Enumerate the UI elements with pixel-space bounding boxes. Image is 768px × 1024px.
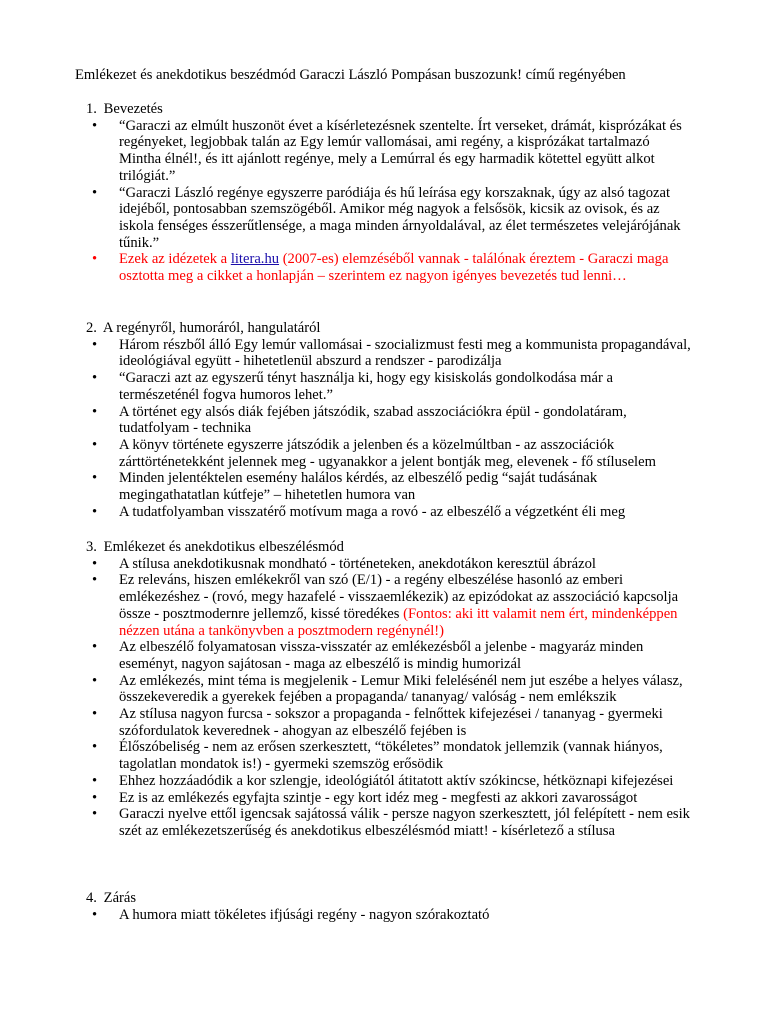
litera-link[interactable]: litera.hu xyxy=(230,251,280,268)
list-item xyxy=(86,437,691,470)
list-item-text: Ehhez hozzáadódik a kor szlengje, ideológiától átitatott aktív szókincse, hétköznapi kifejezései xyxy=(119,772,674,789)
section-heading xyxy=(86,101,716,118)
list-item-note xyxy=(86,251,691,284)
bullet-icon: • xyxy=(92,336,98,353)
list-item xyxy=(86,790,691,807)
list-item-text: Az elbeszélő folyamatosan vissza-visszatér az emlékezésből a jelenbe - magyaráz minden eseményt, nagyon sajátosan - maga az elbeszélő is mindig humorizál xyxy=(119,639,644,672)
list-item xyxy=(86,673,691,706)
section-memory-narration xyxy=(86,539,716,840)
list-item-text: Ez is az emlékezés egyfajta szintje - egy kort idéz meg - megfesti az akkori zavarosságot xyxy=(119,789,638,806)
list-item-text: Minden jelentéktelen esemény halálos kérdés, az elbeszélő pedig “saját tudásának megingathatatlan kútfeje” – hihetetlen humora van xyxy=(119,470,598,504)
list-item-text: A tudatfolyamban visszatérő motívum maga a rovó - az elbeszélő a végzetként éli meg xyxy=(119,503,626,520)
list-item xyxy=(86,739,691,772)
section-title: Bevezetés xyxy=(103,101,163,117)
list-item xyxy=(86,337,691,370)
list-item-text: (2007-es) elemzéséből vannak - találónak éreztem - Garaczi maga osztotta meg a cikket a honlapján – szerintem ez nagyon igényes bevezetés tud lenni… xyxy=(119,251,669,285)
list-item-text: Ezek az idézetek a xyxy=(119,251,231,268)
list-item-text: Garaczi nyelve ettől igencsak sajátossá válik - persze nagyon szerkesztett, jól felépített - nem esik szét az emlékezetszerűség és anekdotikus elbeszélésmód miatt! - kísérletező a stílusa xyxy=(119,806,690,839)
bullet-list xyxy=(86,118,716,285)
section-title: Emlékezet és anekdotikus elbeszélésmód xyxy=(103,539,344,555)
bullet-icon: • xyxy=(92,806,98,823)
bullet-icon: • xyxy=(92,739,98,756)
list-item-text: Ez releváns, hiszen emlékekről van szó (E/1) - a regény elbeszélése hasonló az emberi emlékezéshez - (rovó, megy hazafelé - visszaemlékezik) az epizódokat az asszociáció kapcsolja össze - posztmodernre jellemző, kissé töredékes xyxy=(119,572,679,622)
list-item xyxy=(86,470,691,503)
section-number: 4. xyxy=(86,890,97,906)
list-item-text: Az emlékezés, mint téma is megjelenik - Lemur Miki felelésénél nem jut eszébe a helyes válasz, összekeveredik a gyerekek fejében a propaganda/ tananyag/ valóság - nem emlékszik xyxy=(119,672,683,706)
section-title: A regényről, humoráról, hangulatáról xyxy=(102,320,321,336)
document-title: Emlékezet és anekdotikus beszédmód Garaczi László Pompásan buszozunk! című regényében xyxy=(75,67,626,83)
list-item xyxy=(86,706,691,739)
bullet-icon: • xyxy=(92,639,98,656)
bullet-icon: • xyxy=(92,555,98,572)
list-item xyxy=(86,556,691,573)
list-item-text: “Garaczi azt az egyszerű tényt használja ki, hogy egy kisiskolás gondolkodása már a természeténél fogva humoros lehet.” xyxy=(119,370,613,403)
list-item xyxy=(86,572,691,639)
bullet-icon: • xyxy=(92,706,98,723)
bullet-icon: • xyxy=(92,772,98,789)
section-number: 1. xyxy=(86,101,97,117)
list-item xyxy=(86,404,691,437)
section-heading xyxy=(86,890,716,907)
bullet-icon: • xyxy=(92,572,98,589)
bullet-icon: • xyxy=(92,470,98,487)
list-item xyxy=(86,504,691,521)
bullet-icon: • xyxy=(92,789,98,806)
list-item-text: “Garaczi az elmúlt huszonöt évet a kísérletezésnek szentelte. Írt verseket, drámát, kisprózákat és regényeket, legjobbak talán az Egy lemúr vallomásai, ami regény, a kisprózákat tartalmazó Mintha élnél!, és itt ajánlott regénye, mely a Lemúrral és egy harmadik kötettel együtt alkot trilógiát.” xyxy=(119,117,682,184)
list-item-text: A humora miatt tökéletes ifjúsági regény - nagyon szórakoztató xyxy=(119,906,490,923)
section-title: Zárás xyxy=(103,890,137,906)
list-item-text: A történet egy alsós diák fejében játszódik, szabad asszociációkra épül - gondolatáram, tudatfolyam - technika xyxy=(119,403,627,437)
bullet-icon: • xyxy=(92,503,98,520)
section-about-novel xyxy=(86,320,716,520)
section-introduction xyxy=(86,101,716,285)
important-note: (Fontos: aki itt valamit nem ért, mindenképpen nézzen utána a tankönyvben a posztmodern regénynél!) xyxy=(119,605,678,639)
list-item xyxy=(86,639,691,672)
section-number: 2. xyxy=(86,320,97,336)
list-item-text: “Garaczi László regénye egyszerre paródiája és hű leírása egy korszaknak, úgy az alsó tagozat idejéből, pontosabban szemszögéből. Amikor még nagyok a felsősök, kicsik az ovisok, és az iskola fenséges ésszerűtlensége, a maga minden árnyoldalával, az élet természetes velejárójának tűnik.” xyxy=(119,184,681,251)
section-heading xyxy=(86,320,716,337)
list-item xyxy=(86,185,691,252)
section-closing xyxy=(86,890,716,923)
section-heading xyxy=(86,539,716,556)
bullet-icon: • xyxy=(92,906,98,923)
section-number: 3. xyxy=(86,539,97,555)
list-item-text: Három részből álló Egy lemúr vallomásai - szocializmust festi meg a kommunista propagandával, ideológiával együtt - hihetetlenül abszurd a rendszer - parodizálja xyxy=(119,336,691,370)
list-item xyxy=(86,370,691,403)
bullet-list xyxy=(86,337,716,521)
bullet-icon: • xyxy=(92,672,98,689)
bullet-icon: • xyxy=(92,251,98,268)
list-item-text: A könyv története egyszerre játszódik a jelenben és a közelmúltban - az asszociációk zárttörténetekként jelennek meg - ugyanakkor a jelent bontják meg, elevenek - fő stíluselem xyxy=(119,436,656,470)
list-item-text: Élőszóbeliség - nem az erősen szerkesztett, “tökéletes” mondatok jellemzik (vannak hiányos, tagolatlan mondatok is!) - gyermeki szemszög erősödik xyxy=(119,739,663,773)
bullet-icon: • xyxy=(92,436,98,453)
bullet-list xyxy=(86,556,716,840)
list-item xyxy=(86,773,691,790)
list-item xyxy=(86,907,691,924)
list-item xyxy=(86,806,691,839)
bullet-list xyxy=(86,907,716,924)
bullet-icon: • xyxy=(92,184,98,201)
bullet-icon: • xyxy=(92,117,98,134)
bullet-icon: • xyxy=(92,403,98,420)
list-item xyxy=(86,118,691,185)
bullet-icon: • xyxy=(92,370,98,387)
list-item-text: Az stílusa nagyon furcsa - sokszor a propaganda - felnőttek kifejezései / tananyag - gyermeki szófordulatok keverednek - ahogyan az elbeszélő fejében is xyxy=(119,706,663,739)
list-item-text: A stílusa anekdotikusnak mondható - történeteken, anekdotákon keresztül ábrázol xyxy=(119,555,596,572)
